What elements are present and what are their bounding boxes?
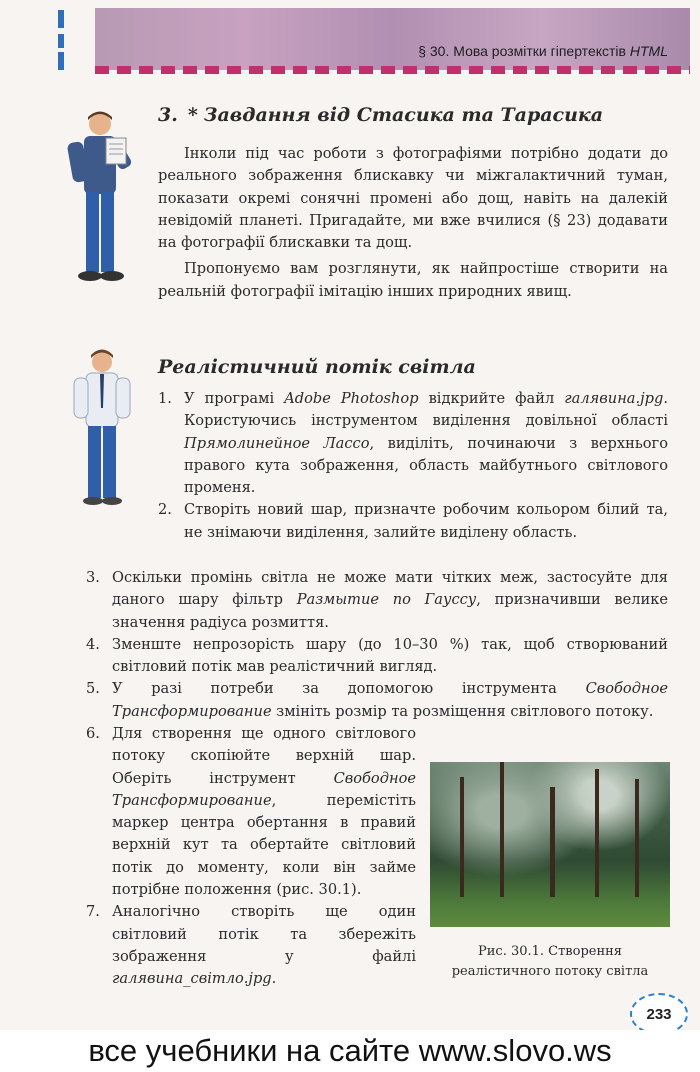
character-stasyk-illustration xyxy=(60,108,140,283)
section-title-html: HTML xyxy=(629,43,668,59)
step-text: Оскільки промінь світла не може мати чітких меж, застосуйте для даного шару фільтр Размытие по Гауссу, призначивши велике значення радіуса розмиття. xyxy=(112,569,669,631)
task-star: * xyxy=(187,104,198,126)
list-item xyxy=(86,723,416,901)
step-number: 6. xyxy=(86,725,100,742)
step-text: Аналогічно створіть ще один світловий потік та збережіть зображення у файлі галявина_світло.jpg. xyxy=(112,903,416,988)
list-item xyxy=(158,388,668,499)
margin-marker xyxy=(58,34,64,48)
steps-list-upper xyxy=(158,388,668,544)
header-stripe xyxy=(95,66,690,74)
character-taras-illustration xyxy=(66,348,138,508)
step-number: 7. xyxy=(86,903,100,921)
list-item xyxy=(86,567,668,634)
page-number: 233 xyxy=(630,993,688,1035)
task-number: 3. xyxy=(158,104,178,126)
steps-list-lower xyxy=(86,723,416,991)
step-text: Зменште непрозорість шару (до 10–30 %) так, щоб створюваний світловий потік мав реалістичний вигляд. xyxy=(112,635,668,676)
caption-line: реалістичного потоку світла xyxy=(451,964,649,979)
subheading: Реалістичний потік світла xyxy=(158,356,476,378)
step-number: 2. xyxy=(158,501,172,519)
figure-caption xyxy=(430,942,670,982)
task-heading xyxy=(158,104,603,126)
step-text: Для створення ще одного світлового потоку скопіюйте верхній шар. Оберіть інструмент Свободное Трансформирование, перемістіть маркер центра обертання в правий верхній кут та обертайте світловий потік до моменту, коли він займе потрібне положення (рис. 30.1). xyxy=(112,725,416,899)
section-title: § 30. Мова розмітки гіпертекстів xyxy=(418,43,626,59)
caption-line: Рис. 30.1. Створення xyxy=(478,944,622,959)
footer-watermark: все учебники на сайте www.slovo.ws xyxy=(0,1030,700,1072)
list-item xyxy=(158,499,668,544)
step-text: У разі потреби за допомогою інструмента Свободное Трансформирование змініть розмір та розміщення світлового потоку. xyxy=(112,680,668,720)
step-number: 4. xyxy=(86,635,100,653)
list-item xyxy=(86,901,416,990)
margin-marker xyxy=(58,52,64,70)
list-item xyxy=(86,678,668,723)
step-text: Створіть новий шар, призначте робочим кольором білий та, не знімаючи виділення, залийте виділену область. xyxy=(184,501,668,541)
intro-paragraph: Інколи під час роботи з фотографіями потрібно додати до реального зображення блискавку чи міжгалактичний туман, показати окремі сонячні промені або дощ, навіть на далекій невідомій планеті. Пригадайте, ми вже вчилися (§ 23) додавати на фотографії блискавки та дощ. xyxy=(158,145,668,252)
task-title: Завдання від Стасика та Тарасика xyxy=(203,104,604,126)
list-item xyxy=(86,634,668,679)
header-band xyxy=(95,8,690,70)
forest-photo xyxy=(430,762,670,927)
step-number: 5. xyxy=(86,680,100,698)
step-number: 1. xyxy=(158,390,172,407)
steps-list-middle xyxy=(86,567,668,723)
margin-marker xyxy=(58,10,64,28)
step-number: 3. xyxy=(86,569,100,586)
intro-text xyxy=(158,143,668,303)
step-text: У програмі Adobe Photoshop відкрийте файл галявина.jpg. Користуючись інструментом виділення довільної області Прямолинейное Лассо, виділіть, починаючи з верхнього правого кута зображення, область майбутнього світлового променя. xyxy=(184,390,668,497)
section-header xyxy=(418,43,668,59)
intro-paragraph: Пропонуємо вам розглянути, як найпростіше створити на реальній фотографії імітацію інших природних явищ. xyxy=(158,260,668,300)
